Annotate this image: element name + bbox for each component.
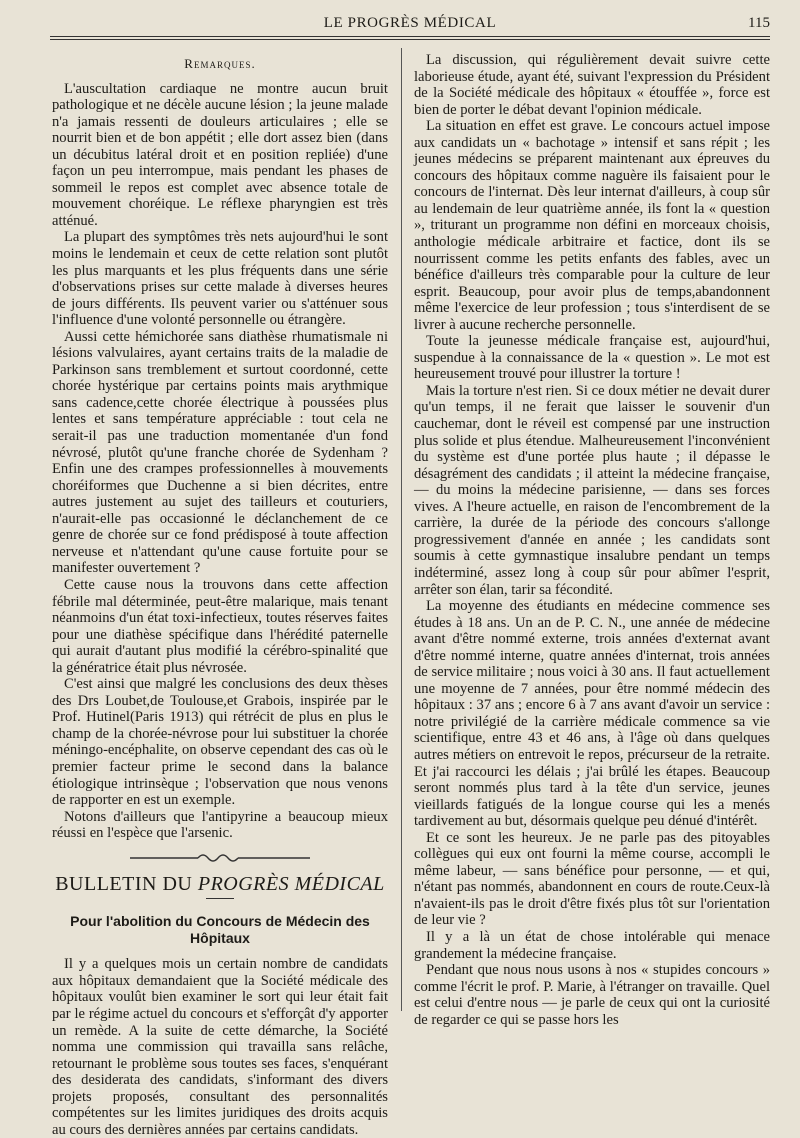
header-rule-top bbox=[50, 36, 770, 37]
column-divider bbox=[401, 48, 402, 1011]
paragraph: Pendant que nous nous usons à nos « stupides concours » comme l'écrit le prof. P. Marie, à l'étranger on travaille. Quel est celui d'entre nous — je parle de ceux qui ont la curiosité de regarder ce qui se passe hors les bbox=[414, 962, 770, 1028]
running-header bbox=[50, 12, 770, 38]
right-column bbox=[414, 52, 770, 1028]
paragraph: La situation en effet est grave. Le concours actuel impose aux candidats un « bachotage » intensif et sans répit ; les jeunes médecins se préparent maintenant aux épreuves du concours des hôpitaux comme naguère ils faisaient pour le concours de l'internat. Dès leur internat d'ailleurs, à coup sûr au lendemain de leur quatrième année, ils font la « question », triturant un programme non défini en morceaux choisis, anthologie médicale arbitraire et factice, dont ils se nourrissent comme les petits enfants des fables, avec un bénéfice d'ailleurs très comparable pour la culture de leur esprit. Beaucoup, pour avoir plus de temps,abandonnent même l'exercice de leur profession ; tous s'interdisent de se livrer à aucune recherche personnelle. bbox=[414, 118, 770, 333]
paragraph: Notons d'ailleurs que l'antipyrine a beaucoup mieux réussi en l'espèce que l'arsenic. bbox=[52, 808, 388, 842]
paragraph: Toute la jeunesse médicale française est, aujourd'hui, suspendue à la connaissance de la « question ». Le mot est heureusement trouvé pour illustrer la torture ! bbox=[414, 333, 770, 383]
bulletin-heading-prefix: BULLETIN DU bbox=[55, 872, 198, 895]
paragraph: Aussi cette hémichorée sans diathèse rhumatismale ni lésions valvulaires, ayant certains traits de la maladie de Parkinson sans tremblement et surtout coordonné, cette chorée hystérique par certains points mais arythmique sans cadence,cette chorée électrique à poussées plus lentes et sans température appréciable : tout cela ne serait-il pas une traduction momentanée d'un fond névrosé, plutôt qu'une franche chorée de Sydenham ? Enfin une des crampes professionnelles à mouvements choréiformes que Duchenne a si bien décrites, entre autres justement au sujet des tailleurs et couturiers, n'aurait-elle pas occasionné le déclanchement de ce genre de chorée sur ce fond prédisposé à toute affection nerveuse et n'attendant qu'une cause fortuite pour se manifester ouvertement ? bbox=[52, 328, 388, 577]
article-subtitle: Pour l'abolition du Concours de Médecin des Hôpitaux bbox=[70, 913, 370, 946]
paragraph: Et ce sont les heureux. Je ne parle pas des pitoyables collègues qui eux ont fourni la même course, accompli le même labeur, — sans bénéfice pour personne, — et qui, n'étant pas nommés, abandonnent en cours de route.Ceux-là n'avaient-ils pas le droit d'être fixés plus tôt sur l'orientation de leur vie ? bbox=[414, 829, 770, 929]
paragraph: La discussion, qui régulièrement devait suivre cette laborieuse étude, ayant été, suivant l'expression du Président de la Société médicale des hôpitaux « étouffée », force est bien de porter le débat devant l'opinion médicale. bbox=[414, 52, 770, 118]
paragraph: L'auscultation cardiaque ne montre aucun bruit pathologique et ne décèle aucune lésion ; la jeune malade n'a jamais ressenti de douleurs articulaires ; elle se nourrit bien et de bon appétit ; elle dort assez bien (dans un décubitus latéral droit et en position repliée) d'une façon un peu interrompue, mais pendant les phases de sommeil le repos est complet avec absence totale de mouvement choréique. Le réflexe pharyngien est très atténué. bbox=[52, 80, 388, 229]
ornamental-divider bbox=[130, 850, 310, 866]
paragraph: Mais la torture n'est rien. Si ce doux métier ne devait durer qu'un temps, il ne ferait que laisser le souvenir d'un cauchemar, dont le réveil est compensé par une instruction plus solide et plus étendue. Malheureusement l'inconvénient du système est d'une portée plus haute ; il dépasse le désagrément des candidats ; il atteint la médecine française, — du moins la médecine parisienne, — dans ses forces vives. A l'heure actuelle, en raison de l'encombrement de la carrière, la durée de la période des concours s'allonge progressivement d'année en année ; les candidats sont soumis à cette gymnastique insalubre pendant un temps indéterminé, assez long à coup sûr pour abîmer l'esprit, arrêter son élan, tarir sa fécondité. bbox=[414, 382, 770, 598]
bulletin-heading bbox=[52, 872, 388, 895]
paragraph: Cette cause nous la trouvons dans cette affection fébrile mal déterminée, peut-être malarique, mais tenant néanmoins d'un état toxi-infectieux, toutes réserves faites pour une diathèse spécifique dans l'hérédité paternelle qui aurait d'autant plus modifié la cérébro-spinalité que la génératrice était plus névrosée. bbox=[52, 576, 388, 676]
header-rule-bottom bbox=[50, 39, 770, 40]
paragraph: La moyenne des étudiants en médecine commence ses études à 18 ans. Un an de P. C. N., une année de médecine avant d'être nommé externe, trois années d'externat avant d'être nommé interne, quatre années d'internat, trois années de service militaire ; nous voici à 30 ans. Il faut actuellement une moyenne de 7 années, pour être nommé médecin des hôpitaux : 37 ans ; encore 6 à 7 ans avant d'avoir un service : notre privilégié de la carrière médicale commence sa vie scientifique, entre 43 et 46 ans, à l'âge où dans quelques autres métiers on entrevoit le repos, précurseur de la retraite. Et j'ai raccourci les délais ; j'ai brûlé les étapes. Beaucoup seront nommés plus tard à la tête d'un service, jeunes vieillards fatigués de la longue course qui les a menés tardivement au but, désormais quelque peu dénué d'intérêt. bbox=[414, 598, 770, 830]
paragraph: La plupart des symptômes très nets aujourd'hui le sont moins le lendemain et ceux de cette relation sont plutôt les plus marquants et les plus fréquents dans une série d'observations prises sur cette malade à diverses heures de jours différents. Ils peuvent varier ou s'atténuer sous l'influence d'une volonté personnelle ou étrangère. bbox=[52, 229, 388, 329]
page-number: 115 bbox=[748, 15, 770, 31]
remarks-heading: Remarques. bbox=[184, 56, 256, 71]
left-column bbox=[52, 52, 388, 1138]
journal-title: LE PROGRÈS MÉDICAL bbox=[323, 15, 497, 31]
paragraph: Il y a quelques mois un certain nombre de candidats aux hôpitaux demandaient que la Société médicale des hôpitaux voulût bien examiner le sort qui leur était fait par le régime actuel du concours et s'efforçât d'y apporter un remède. A la suite de cette démarche, la Société nomma une commission qui travailla sans relâche, retournant le problème sous toutes ses faces, s'enquérant des desiderata des candidats, s'informant des divers projets proposés, consultant des personnalités compétentes sur les limites juridiques des droits acquis au cours des dernières années par certains candidats. bbox=[52, 956, 388, 1138]
paragraph: C'est ainsi que malgré les conclusions des deux thèses des Drs Loubet,de Toulouse,et Grabois, inspirée par le Prof. Hutinel(Paris 1913) qui rétrécit de plus en plus le champ de la chorée-névrose pour lui substituer la chorée méningo-encéphalite, on observe cependant des cas où le premier facteur prime le second dans la balance étiologique intrinsèque ; l'observation que nous venons de rapporter en est un exemple. bbox=[52, 676, 388, 809]
bulletin-heading-italic: PROGRÈS MÉDICAL bbox=[197, 872, 385, 895]
paragraph: Il y a là un état de chose intolérable qui menace grandement la médecine française. bbox=[414, 928, 770, 962]
short-rule bbox=[206, 898, 234, 899]
